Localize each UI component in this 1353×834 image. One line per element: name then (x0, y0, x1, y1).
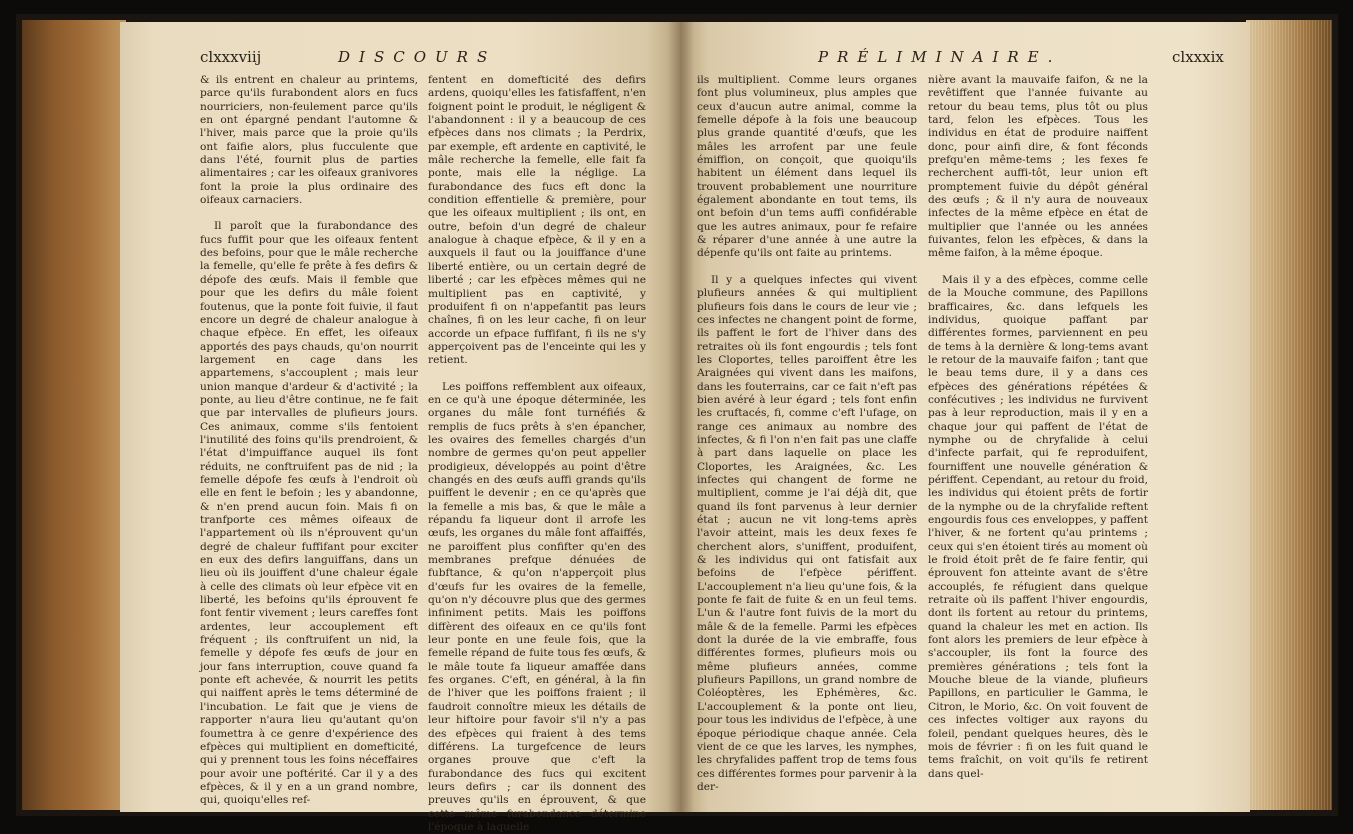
left-page-column-2 (428, 74, 646, 833)
right-running-head-text: PRÉLIMINAIRE. (818, 48, 1062, 66)
right-page-column-2 (928, 74, 1148, 794)
book-gutter (668, 22, 694, 812)
paragraph: Il y a quelques infectes qui vivent plufieurs années & qui multiplient plufieurs fois dans le cours de leur vie ; ces infectes ne changent point de forme, ils paffent le fort de l'hiver dans des retraites où ils font engourdis ; tels font les Cloportes, telles paroiffent être les Araignées qui vivent dans les maifons, dans les fouterrains, car ce fait n'eft pas bien avéré à leur égard ; tels font enfin les cruftacés, fi, comme c'eft l'ufage, on range ces animaux au nombre des infectes, & fi l'on n'en fait pas une claffe à part dans laquelle on place les Cloportes, les Araignées, &c. Les infectes qui changent de forme ne multiplient, comme je l'ai déjà dit, que quand ils font parvenus à leur dernier état ; aucun ne vit long-tems après l'avoir atteint, mais les deux fexes fe cherchent alors, s'uniffent, produifent, & les individus qui ont fatisfait aux befoins de l'efpèce périffent. L'accouplement n'a lieu qu'une fois, & la ponte fe fait de fuite & en un feul tems. L'un & l'autre font fuivis de la mort du mâle & de la femelle. Parmi les efpèces dont la durée de la vie embraffe, fous différentes formes, plufieurs mois ou même plufieurs années, comme plufieurs Papillons, un grand nombre de Coléoptères, les Ephémères, &c. L'accouplement & la ponte ont lieu, pour tous les individus de l'efpèce, à une époque périodique chaque année. Cela vient de ce que les larves, les nymphes, les chryfalides paffent trop de tems fous ces différentes formes pour parvenir à la der- (697, 273, 917, 793)
paragraph: & ils entrent en chaleur au printems, parce qu'ils furabondent alors en fucs nourriciers, non-feulement parce qu'ils en ont épargné pendant l'automne & l'hiver, mais parce que la proie qu'ils ont faifie alors, plus fucculente que dans l'été, fournit plus de parties alimentaires ; car les oifeaux granivores font la proie la plus ordinaire des oifeaux carnaciers. (200, 74, 418, 207)
left-page-number: clxxxviij (200, 48, 262, 66)
paragraph: fentent en domefticité des defirs ardens, quoiqu'elles les fatisfaffent, n'en foignent point le produit, le négligent & l'abandonnent : il y a beaucoup de ces efpèces dans nos climats ; la Perdrix, par exemple, eft ardente en captivité, le mâle recherche la femelle, elle fait fa ponte, mais elle la néglige. La furabondance des fucs eft donc la condition effentielle & première, pour que les oifeaux multiplient ; ils ont, en outre, befoin d'un degré de chaleur analogue à chaque efpèce, & il y en a auxquels il faut ou la jouiffance d'une liberté entière, ou un certain degré de liberté ; car les efpèces mêmes qui ne multiplient pas en captivité, y produifent fi on n'appefantit pas leurs chaînes, fi on les leur cache, fi on leur accorde un efpace fuffifant, fi ils ne s'y apperçoivent pas de l'enceinte qui les y retient. (428, 74, 646, 367)
right-page-number: clxxxix (1172, 48, 1224, 66)
left-page-column-1 (200, 74, 418, 807)
paragraph: nière avant la mauvaife faifon, & ne la revêtiffent que l'année fuivante au retour du beau tems, plus tôt ou plus tard, felon les efpèces. Tous les individus en état de produire naiffent donc, pour ainfi dire, & font féconds prefqu'en même-tems ; les fexes fe recherchent auffi-tôt, leur union eft promptement fuivie du dépôt général des œufs ; & il n'y aura de nouveaux infectes de la même efpèce en état de multiplier que l'année ou les années fuivantes, felon les efpèces, & dans la même faifon, à la même époque. (928, 74, 1148, 260)
right-page-edges (1246, 20, 1332, 810)
left-running-head-text: DISCOURS (338, 48, 497, 66)
left-page-edges (22, 20, 126, 810)
paragraph: Les poiffons reffemblent aux oifeaux, en ce qu'à une époque déterminée, les organes du mâle font turnéfiés & remplis de fucs prêts à s'en épancher, les ovaires des femelles chargés d'un nombre de germes qu'on peut appeller prodigieux, développés au point d'être changés en des œufs auffi grands qu'ils puiffent le devenir ; en ce qu'après que la femelle a mis bas, & que le mâle a répandu fa liqueur dont il arrofe les œufs, les organes du mâle font affaiffés, ne paroiffent plus confifter qu'en des membranes prefque dénuées de fubftance, & qu'on n'apperçoit plus d'œufs fur les ovaires de la femelle, qu'on n'y découvre plus que des germes infiniment petits. Mais les poiffons diffèrent des oifeaux en ce qu'ils font leur ponte en une feule fois, que la femelle répand de fuite tous fes œufs, & le mâle toute fa liqueur amaffée dans fes organes. C'eft, en général, à la fin de l'hiver que les poiffons fraient ; il faudroit connoître mieux les détails de leur hiftoire pour favoir s'il n'y a pas des efpèces qui fraient à des tems différens. La turgefcence de leurs organes prouve que c'eft la furabondance des fucs qui excitent leurs defirs ; car ils donnent des preuves qu'ils en éprouvent, & que cette même furabondance détermine l'époque à laquelle (428, 380, 646, 833)
paragraph: Il paroît que la furabondance des fucs fuffit pour que les oifeaux fentent des befoins, pour que le mâle recherche la femelle, qu'elle fe prête à fes defirs & dépofe des œufs. Mais il femble que pour que les defirs du mâle foient foutenus, que la ponte foit fuivie, il faut encore un degré de chaleur analogue à chaque efpèce. En effet, les oifeaux apportés des pays chauds, qu'on nourrit largement en cage dans les appartemens, s'accouplent ; mais leur union manque d'ardeur & d'activité ; la ponte, au lieu d'être continue, ne fe fait que par intervalles de plufieurs jours. Ces animaux, comme s'ils fentoient l'inutilité des foins qu'ils prendroient, & l'état d'impuiffance auquel ils font réduits, ne conftruifent pas de nid ; la femelle dépofe fes œufs à l'endroit où elle en fent le befoin ; les y abandonne, & n'en prend aucun foin. Mais fi on tranfporte ces mêmes oifeaux de l'appartement où ils n'éprouvent qu'un degré de chaleur fuffifant pour exciter en eux des defirs languiffans, dans un lieu où ils jouiffent d'une chaleur égale à celle des climats où leur efpèce vit en liberté, les befoins qu'ils éprouvent fe font fentir vivement ; leurs careffes font ardentes, leur accouplement eft fréquent ; ils conftruifent un nid, la femelle y dépofe fes œufs de jour en jour fans interruption, couve quand fa ponte eft achevée, & nourrit les petits qui naiffent après le tems déterminé de l'incubation. Le fait que je viens de rapporter n'aura lieu qu'autant qu'on foumettra à ce genre d'expérience des efpèces qui multiplient en domefticité, qui y prennent tous les foins néceffaires pour avoir une poftérité. Car il y a des efpèces, & il y en a un grand nombre, qui, quoiqu'elles ref- (200, 220, 418, 807)
paragraph: Mais il y a des efpèces, comme celle de la Mouche commune, des Papillons brafficaires, &c. dans lefquels les individus, quoique paffant par différentes formes, parviennent en peu de tems à la dernière & long-tems avant le retour de la mauvaife faifon ; tant que le beau tems dure, il y a dans ces efpèces des générations répétées & confécutives ; les individus ne furvivent pas à leur reproduction, mais il y en a chaque jour qui paffent de l'état de nymphe ou de chryfalide à celui d'infecte parfait, qui fe reproduifent, fourniffent une nouvelle génération & périffent. Cependant, au retour du froid, les individus qui étoient prêts de fortir de la nymphe ou de la chryfalide reftent engourdis fous ces enveloppes, y paffent l'hiver, & ne fortent qu'au printems ; ceux qui s'en étoient tirés au moment où le froid étoit prêt de fe faire fentir, qui éprouvent fon atteinte avant de s'être accouplés, fe réfugient dans quelque retraite où ils paffent l'hiver engourdis, dont ils fortent au retour du printems, quand la chaleur les met en action. Ils font alors les premiers de leur efpèce à s'accoupler, ils font la fource des premières générations ; tels font la Mouche bleue de la viande, plufieurs Papillons, en particulier le Gamma, le Citron, le Morio, &c. On voit fouvent de ces infectes voltiger aux rayons du foleil, pendant quelques heures, dès le mois de février : fi on les fuit quand le tems fraîchit, on voit qu'ils fe retirent dans quel- (928, 273, 1148, 780)
right-running-head (818, 48, 1061, 66)
left-running-head (338, 48, 496, 66)
right-page-column-1 (697, 74, 917, 794)
paragraph: ils multiplient. Comme leurs organes font plus volumineux, plus amples que ceux d'aucun autre animal, comme la femelle dépofe à la fois une beaucoup plus grande quantité d'œufs, que les mâles les arrofent par une feule émiffion, on conçoit, que quoiqu'ils habitent un élément dans lequel ils trouvent probablement une nourriture également abondante en tout tems, ils ont befoin d'un tems auffi confidérable que les autres animaux, pour fe refaire & réparer d'une année à une autre la dépenfe qu'ils ont faite au printems. (697, 74, 917, 260)
